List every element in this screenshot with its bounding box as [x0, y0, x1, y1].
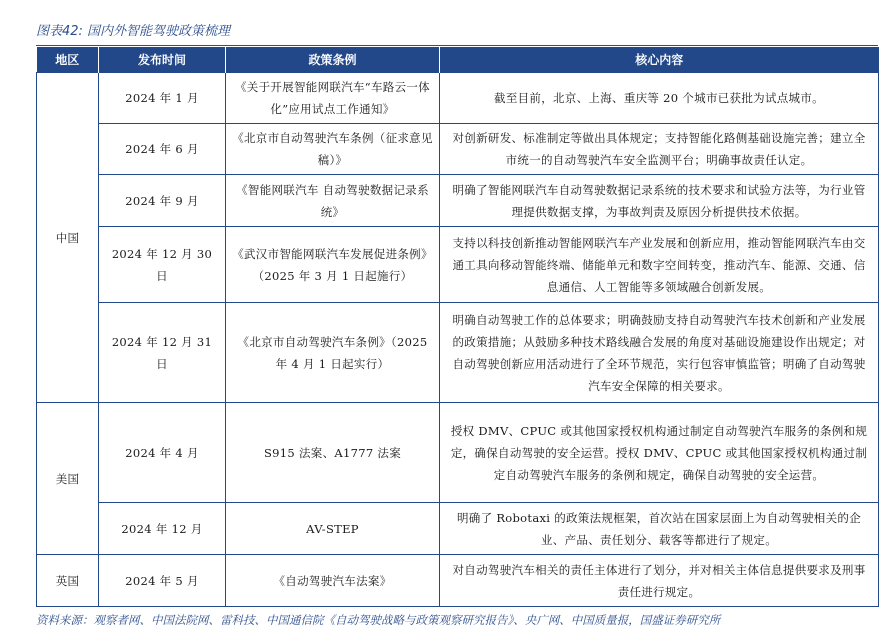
row-content: 截至目前，北京、上海、重庆等 20 个城市已获批为试点城市。	[440, 73, 879, 124]
row-date: 2024 年 9 月	[99, 175, 226, 227]
table-header-row	[37, 47, 879, 73]
row-date: 2024 年 12 月 30 日	[99, 227, 226, 303]
table-row	[37, 403, 879, 503]
header-date: 发布时间	[99, 47, 226, 73]
caption-divider	[36, 45, 878, 46]
header-content: 核心内容	[440, 47, 879, 73]
table-row	[37, 227, 879, 303]
source-note: 资料来源：观察者网、中国法院网、雷科技、中国通信院《自动驾驶战略与政策观察研究报告》、央广网、中国质量报，国盛证券研究所	[36, 613, 721, 627]
row-policy: S915 法案、A1777 法案	[226, 403, 440, 503]
header-policy: 政策条例	[226, 47, 440, 73]
row-date: 2024 年 6 月	[99, 124, 226, 175]
row-date: 2024 年 5 月	[99, 555, 226, 607]
row-date: 2024 年 1 月	[99, 73, 226, 124]
table-row	[37, 503, 879, 555]
table-row	[37, 175, 879, 227]
row-policy: 《武汉市智能网联汽车发展促进条例》（2025 年 3 月 1 日起施行）	[226, 227, 440, 303]
region-china: 中国	[37, 73, 99, 403]
table-row	[37, 303, 879, 403]
table-row	[37, 73, 879, 124]
row-date: 2024 年 4 月	[99, 403, 226, 503]
row-content: 授权 DMV、CPUC 或其他国家授权机构通过制定自动驾驶汽车服务的条例和规定，确保自动驾驶的安全运营。授权 DMV、CPUC 或其他国家授权机构通过制定自动驾驶汽车服务的条例和规定，确保自动驾驶的安全运营。	[440, 403, 879, 503]
figure-caption: 图表42: 国内外智能驾驶政策梳理	[36, 24, 231, 39]
row-policy: 《智能网联汽车 自动驾驶数据记录系统》	[226, 175, 440, 227]
row-policy: 《关于开展智能网联汽车“车路云一体化”应用试点工作通知》	[226, 73, 440, 124]
row-date: 2024 年 12 月 31 日	[99, 303, 226, 403]
row-policy: 《北京市自动驾驶汽车条例》（2025 年 4 月 1 日起实行）	[226, 303, 440, 403]
row-content: 对自动驾驶汽车相关的责任主体进行了划分，并对相关主体信息提供要求及刑事责任进行规定。	[440, 555, 879, 607]
row-content: 对创新研发、标准制定等做出具体规定；支持智能化路侧基础设施完善；建立全市统一的自动驾驶汽车安全监测平台；明确事故责任认定。	[440, 124, 879, 175]
row-content: 明确了 Robotaxi 的政策法规框架，首次站在国家层面上为自动驾驶相关的企业、产品、责任划分、载客等都进行了规定。	[440, 503, 879, 555]
row-policy: 《北京市自动驾驶汽车条例（征求意见稿）》	[226, 124, 440, 175]
region-uk: 英国	[37, 555, 99, 607]
row-content: 支持以科技创新推动智能网联汽车产业发展和创新应用，推动智能网联汽车由交通工具向移动智能终端、储能单元和数字空间转变，推动汽车、能源、交通、信息通信、人工智能等多领域融合创新发展。	[440, 227, 879, 303]
region-usa: 美国	[37, 403, 99, 555]
row-content: 明确自动驾驶工作的总体要求；明确鼓励支持自动驾驶汽车技术创新和产业发展的政策措施；从鼓励多种技术路线融合发展的角度对基础设施建设作出规定；对自动驾驶创新应用活动进行了全环节规范，实行包容审慎监管；明确了自动驾驶汽车安全保障的相关要求。	[440, 303, 879, 403]
row-content: 明确了智能网联汽车自动驾驶数据记录系统的技术要求和试验方法等，为行业管理提供数据支撑，为事故判责及原因分析提供技术依据。	[440, 175, 879, 227]
header-region: 地区	[37, 47, 99, 73]
row-date: 2024 年 12 月	[99, 503, 226, 555]
policy-table	[36, 47, 879, 607]
row-policy: 《自动驾驶汽车法案》	[226, 555, 440, 607]
table-row	[37, 124, 879, 175]
row-policy: AV-STEP	[226, 503, 440, 555]
table-row	[37, 555, 879, 607]
